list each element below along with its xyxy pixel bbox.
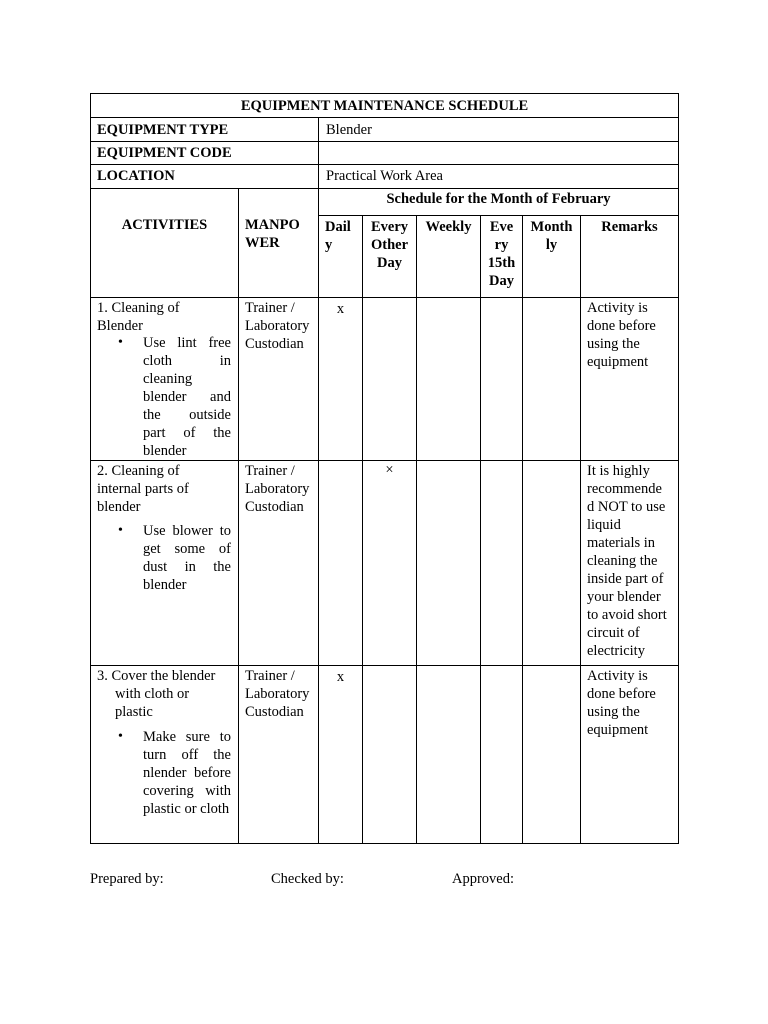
activity-title-line: plastic [115,704,153,720]
col-header-weekly: Weekly [425,219,472,235]
remarks-line: your blender [587,589,661,605]
col-header-line: ry [494,237,509,253]
remarks-line: equipment [587,722,649,738]
equipment-code-label: EQUIPMENT CODE [97,145,232,161]
activity-title-line: blender [97,499,141,515]
manpower-line: Trainer / [245,300,295,316]
manpower-line: Laboratory [245,481,310,497]
col-header-line: Eve [489,219,514,235]
col-header-activities: ACTIVITIES [121,217,208,233]
col-header-line: Day [377,255,402,271]
manpower-line: Custodian [245,336,304,352]
remarks-line: done before [587,318,656,334]
remarks-line: using the [587,336,640,352]
remarks-line: to avoid short [587,607,667,623]
remarks-line: It is highly [587,463,650,479]
daily-mark: x [336,669,345,685]
remarks-line: inside part of [587,571,664,587]
remarks-line: materials in [587,535,656,551]
activity-title-line: 1. Cleaning of [97,300,180,316]
activity-title [97,299,180,335]
col-header-line: Other [370,237,409,253]
bullet-icon: • [118,729,123,744]
col-header-line: 15th [487,255,516,271]
col-header-manpower-line: MANPO [245,217,300,233]
activity-title-line: Blender [97,318,143,334]
col-header-every-other-day [363,218,416,272]
col-header-line: ly [545,237,558,253]
activity-bullet-text: Use lint free cloth in cleaning blender and the outside part of the blender [143,335,231,459]
col-header-daily [325,218,351,254]
remarks-line: Activity is [587,668,648,684]
manpower-cell [245,667,309,721]
remarks-line: recommende [587,481,662,497]
bullet-icon: • [118,523,123,538]
col-header-manpower [245,216,300,252]
schedule-header: Schedule for the Month of February [386,191,611,207]
activity-title-line: internal parts of [97,481,189,497]
daily-mark: x [336,301,345,317]
manpower-line: Custodian [245,499,304,515]
activity-title-line: with cloth or [115,686,190,702]
equipment-type-value: Blender [326,122,372,138]
activity-title [97,667,215,721]
manpower-line: Laboratory [245,686,310,702]
remarks-line: equipment [587,354,649,370]
approved-label: Approved: [452,871,515,887]
col-header-manpower-line: WER [245,235,280,251]
activity-bullet-text: Use blower to get some of dust in the blender [143,523,231,593]
remarks-line: done before [587,686,656,702]
manpower-line: Laboratory [245,318,310,334]
col-header-every-15th-day [481,218,522,290]
location-value: Practical Work Area [326,168,443,184]
activity-title-line: 2. Cleaning of [97,463,180,479]
activity-title [97,462,189,516]
manpower-line: Custodian [245,704,304,720]
col-header-remarks: Remarks [601,219,658,235]
equipment-type-label: EQUIPMENT TYPE [97,122,229,138]
col-header-line: Dail [325,219,351,235]
location-label: LOCATION [97,168,175,184]
remarks-line: cleaning the [587,553,658,569]
remarks-cell [587,462,667,660]
col-header-line: Month [530,219,573,235]
remarks-line: liquid [587,517,621,533]
table-title: EQUIPMENT MAINTENANCE SCHEDULE [240,98,529,114]
remarks-line: Activity is [587,300,648,316]
remarks-line: using the [587,704,640,720]
bullet-icon: • [118,335,123,350]
manpower-cell [245,462,309,516]
col-header-line: Every [370,219,409,235]
activity-bullet-text: Make sure to turn off the nlender before covering with plastic or cloth [143,729,231,817]
manpower-cell [245,299,309,353]
manpower-line: Trainer / [245,668,295,684]
remarks-cell [587,299,656,371]
remarks-line: d NOT to use [587,499,666,515]
checked-by-label: Checked by: [271,871,344,887]
activity-title-line: 3. Cover the blender [97,668,216,684]
every-other-day-mark: × [385,462,394,478]
col-header-line: Day [489,273,514,289]
col-header-line: y [325,237,333,253]
prepared-by-label: Prepared by: [90,871,164,887]
remarks-cell [587,667,656,739]
manpower-line: Trainer / [245,463,295,479]
remarks-line: electricity [587,643,645,659]
col-header-monthly [523,218,580,254]
remarks-line: circuit of [587,625,640,641]
